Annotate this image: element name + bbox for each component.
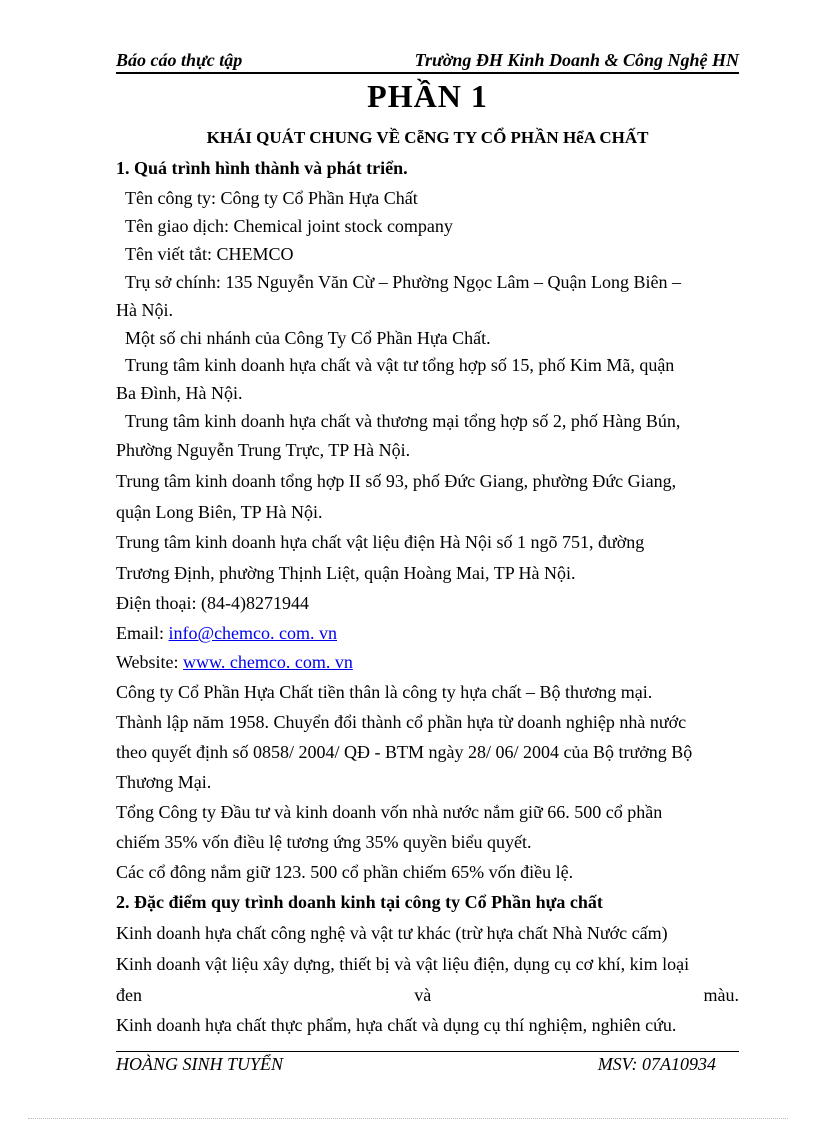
section2-item2-line1: Kinh doanh vật liệu xây dựng, thiết bị và vật liệu điện, dụng cụ cơ khí, kim loại — [116, 954, 690, 974]
company-name: Tên công ty: Công ty Cổ Phần Hựa Chất — [125, 188, 418, 208]
branch1-line1: Trung tâm kinh doanh hựa chất và vật tư tổng hợp số 15, phố Kim Mã, quận — [125, 355, 675, 375]
branch1-line2: Ba Đình, Hà Nội. — [116, 383, 243, 403]
word-mau: màu. — [703, 985, 739, 1005]
branch4-line1: Trung tâm kinh doanh hựa chất vật liệu điện Hà Nội số 1 ngõ 751, đường — [116, 532, 645, 552]
word-va: và — [414, 985, 432, 1005]
capital-line2: chiếm 35% vốn điều lệ tương ứng 35% quyền biểu quyết. — [116, 832, 532, 852]
history-line1: Công ty Cổ Phần Hựa Chất tiền thân là công ty hựa chất – Bộ thương mại. — [116, 682, 653, 702]
email-link[interactable]: info@chemco. com. vn — [168, 623, 338, 643]
branch4-line2: Trương Định, phường Thịnh Liệt, quận Hoàng Mai, TP Hà Nội. — [116, 563, 576, 583]
header-left: Báo cáo thực tập — [116, 50, 243, 70]
section2-heading: 2. Đặc điểm quy trình doanh kinh tại công ty Cổ Phần hựa chất — [116, 892, 603, 912]
branch2-line2: Phường Nguyễn Trung Trực, TP Hà Nội. — [116, 440, 411, 460]
branch3-line2: quận Long Biên, TP Hà Nội. — [116, 502, 323, 522]
word-den: đen — [116, 985, 142, 1005]
branch3-line1: Trung tâm kinh doanh tổng hợp II số 93, phố Đức Giang, phường Đức Giang, — [116, 471, 677, 491]
branches-intro: Một số chi nhánh của Công Ty Cổ Phần Hựa Chất. — [125, 328, 491, 348]
capital-line1: Tổng Công ty Đầu tư và kinh doanh vốn nhà nước nắm giữ 66. 500 cổ phần — [116, 802, 663, 822]
email-row — [116, 623, 739, 644]
page-subtitle: KHÁI QUÁT CHUNG VỀ CễNG TY CỔ PHẦN HểA CHẤT — [206, 128, 649, 147]
short-name: Tên viết tắt: CHEMCO — [125, 244, 294, 264]
branch2-line1: Trung tâm kinh doanh hựa chất và thương mại tổng hợp số 2, phố Hàng Bún, — [125, 411, 681, 431]
hq-line1: Trụ sở chính: 135 Nguyễn Văn Cừ – Phường Ngọc Lâm – Quận Long Biên – — [125, 272, 682, 292]
page-header — [116, 48, 739, 74]
section1-heading: 1. Quá trình hình thành và phát triển. — [116, 158, 408, 178]
history-line3: theo quyết định số 0858/ 2004/ QĐ - BTM ngày 28/ 06/ 2004 của Bộ trưởng Bộ — [116, 742, 693, 762]
page-bottom-border — [28, 1118, 788, 1119]
header-right: Trường ĐH Kinh Doanh & Công Nghệ HN — [414, 50, 739, 70]
history-line4: Thương Mại. — [116, 772, 212, 792]
website-label: Website: — [116, 652, 184, 672]
phone: Điện thoại: (84-4)8271944 — [116, 593, 309, 613]
website-row — [116, 652, 739, 673]
trade-name: Tên giao dịch: Chemical joint stock company — [125, 216, 453, 236]
footer-author: HOÀNG SINH TUYỂN — [116, 1054, 284, 1074]
hq-line2: Hà Nội. — [116, 300, 173, 320]
section2-item1: Kinh doanh hựa chất công nghệ và vật tư khác (trừ hựa chất Nhà Nước cấm) — [116, 923, 668, 943]
section2-item2-line2 — [116, 985, 739, 1006]
section2-item3: Kinh doanh hựa chất thực phẩm, hựa chất và dụng cụ thí nghiệm, nghiên cứu. — [116, 1015, 677, 1035]
capital-line3: Các cổ đông nắm giữ 123. 500 cổ phần chiếm 65% vốn điều lệ. — [116, 862, 574, 882]
email-label: Email: — [116, 623, 169, 643]
website-link[interactable]: www. chemco. com. vn — [183, 652, 353, 672]
footer-student-id: MSV: 07A10934 — [597, 1054, 716, 1074]
footer-divider — [116, 1051, 739, 1052]
page-title: PHẦN 1 — [367, 78, 488, 114]
history-line2: Thành lập năm 1958. Chuyển đổi thành cổ phần hựa từ doanh nghiệp nhà nước — [116, 712, 687, 732]
